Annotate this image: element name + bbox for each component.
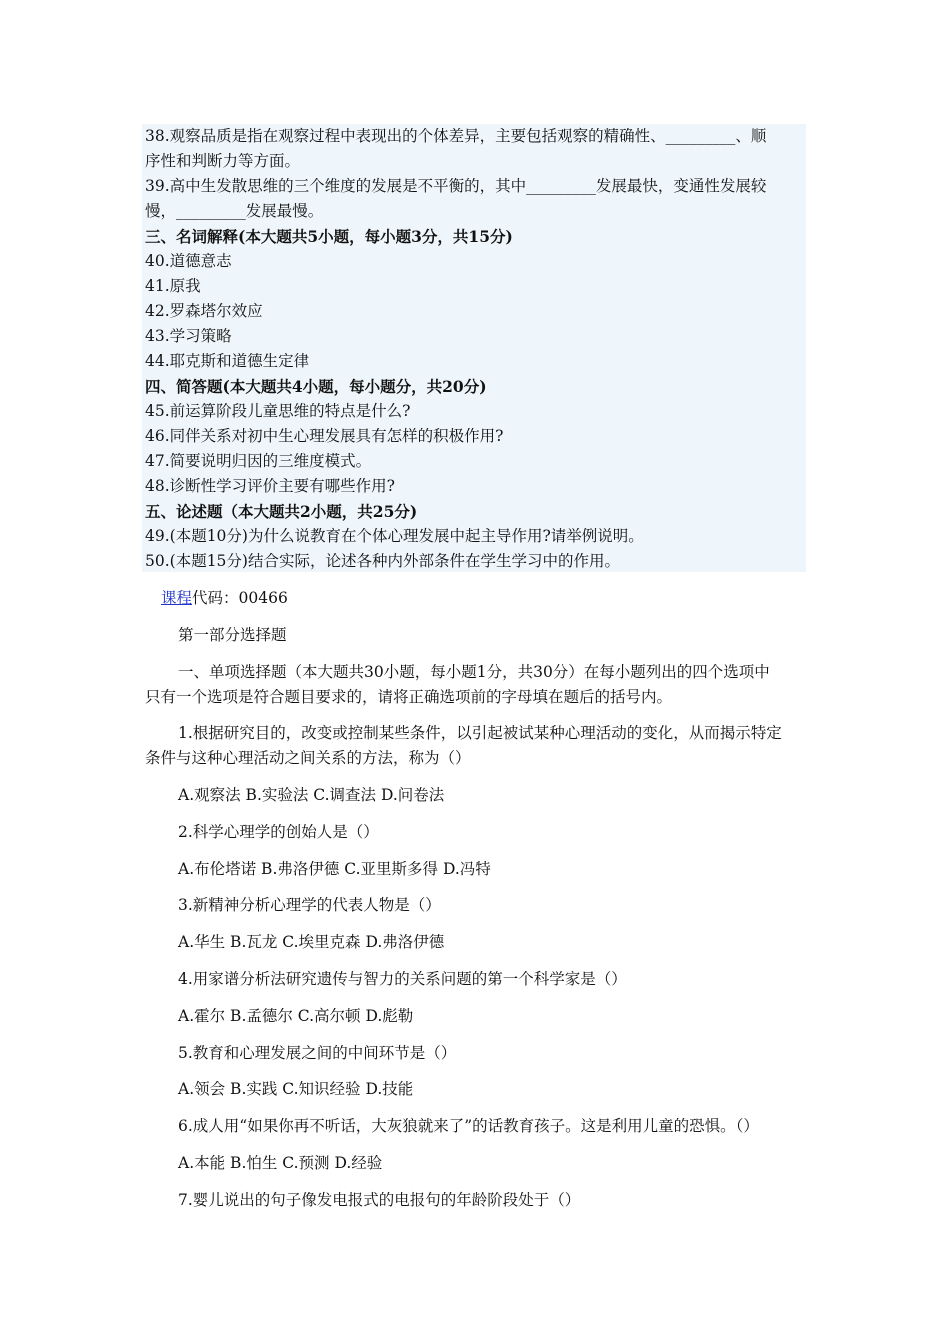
question-50: 50.(本题15分)结合实际，论述各种内外部条件在学生学习中的作用。 xyxy=(145,552,620,570)
question-39-line-2: 慢，_________发展最慢。 xyxy=(145,202,324,220)
question-3-options: A.华生 B.瓦龙 C.埃里克森 D.弗洛伊德 xyxy=(178,933,445,951)
course-link[interactable]: 课程 xyxy=(161,589,193,607)
section-5-heading: 五、论述题（本大题共2小题，共25分) xyxy=(145,502,418,521)
single-choice-intro-line-1: 一、单项选择题（本大题共30小题，每小题1分，共30分）在每小题列出的四个选项中 xyxy=(178,663,770,681)
question-41: 41.原我 xyxy=(145,277,201,295)
question-4: 4.用家谱分析法研究遗传与智力的关系问题的第一个科学家是（） xyxy=(178,970,627,988)
question-38-line-2: 序性和判断力等方面。 xyxy=(145,152,301,170)
question-49: 49.(本题10分)为什么说教育在个体心理发展中起主导作用?请举例说明。 xyxy=(145,527,644,545)
part-1-title: 第一部分选择题 xyxy=(178,626,287,644)
question-48: 48.诊断性学习评价主要有哪些作用? xyxy=(145,477,395,495)
question-5-options: A.领会 B.实践 C.知识经验 D.技能 xyxy=(178,1080,414,1098)
question-42: 42.罗森塔尔效应 xyxy=(145,302,263,320)
question-39-line-1: 39.高中生发散思维的三个维度的发展是不平衡的，其中_________发展最快，变通性发展较 xyxy=(145,177,767,195)
question-43: 43.学习策略 xyxy=(145,327,232,345)
question-5: 5.教育和心理发展之间的中间环节是（） xyxy=(178,1044,457,1062)
question-47: 47.简要说明归因的三维度模式。 xyxy=(145,452,372,470)
question-2-options: A.布伦塔诺 B.弗洛伊德 C.亚里斯多得 D.冯特 xyxy=(178,860,491,878)
question-6: 6.成人用“如果你再不听话，大灰狼就来了”的话教育孩子。这是利用儿童的恐惧。（） xyxy=(178,1117,759,1135)
question-1-options: A.观察法 B.实验法 C.调查法 D.问卷法 xyxy=(178,786,445,804)
single-choice-intro-line-2: 只有一个选项是符合题目要求的，请将正确选项前的字母填在题后的括号内。 xyxy=(145,688,673,706)
question-1-line-1: 1.根据研究目的，改变或控制某些条件，以引起被试某种心理活动的变化，从而揭示特定 xyxy=(178,724,782,742)
question-4-options: A.霍尔 B.孟德尔 C.高尔顿 D.彪勒 xyxy=(178,1007,414,1025)
question-6-options: A.本能 B.怕生 C.预测 D.经验 xyxy=(178,1154,383,1172)
question-2: 2.科学心理学的创始人是（） xyxy=(178,823,379,841)
question-44: 44.耶克斯和道德生定律 xyxy=(145,352,310,370)
question-40: 40.道德意志 xyxy=(145,252,232,270)
section-3-heading: 三、名词解释(本大题共5小题，每小题3分，共15分) xyxy=(145,227,513,246)
course-code-text: 代码：00466 xyxy=(192,589,288,607)
question-3: 3.新精神分析心理学的代表人物是（） xyxy=(178,896,441,914)
question-38-line-1: 38.观察品质是指在观察过程中表现出的个体差异，主要包括观察的精确性、_________、顺 xyxy=(145,127,767,145)
section-4-heading: 四、简答题(本大题共4小题，每小题分，共20分) xyxy=(145,377,487,396)
course-code-line xyxy=(161,586,288,610)
question-46: 46.同伴关系对初中生心理发展具有怎样的积极作用? xyxy=(145,427,504,445)
question-1-line-2: 条件与这种心理活动之间关系的方法，称为（） xyxy=(145,749,471,767)
question-45: 45.前运算阶段儿童思维的特点是什么? xyxy=(145,402,411,420)
question-7: 7.婴儿说出的句子像发电报式的电报句的年龄阶段处于（） xyxy=(178,1191,581,1209)
